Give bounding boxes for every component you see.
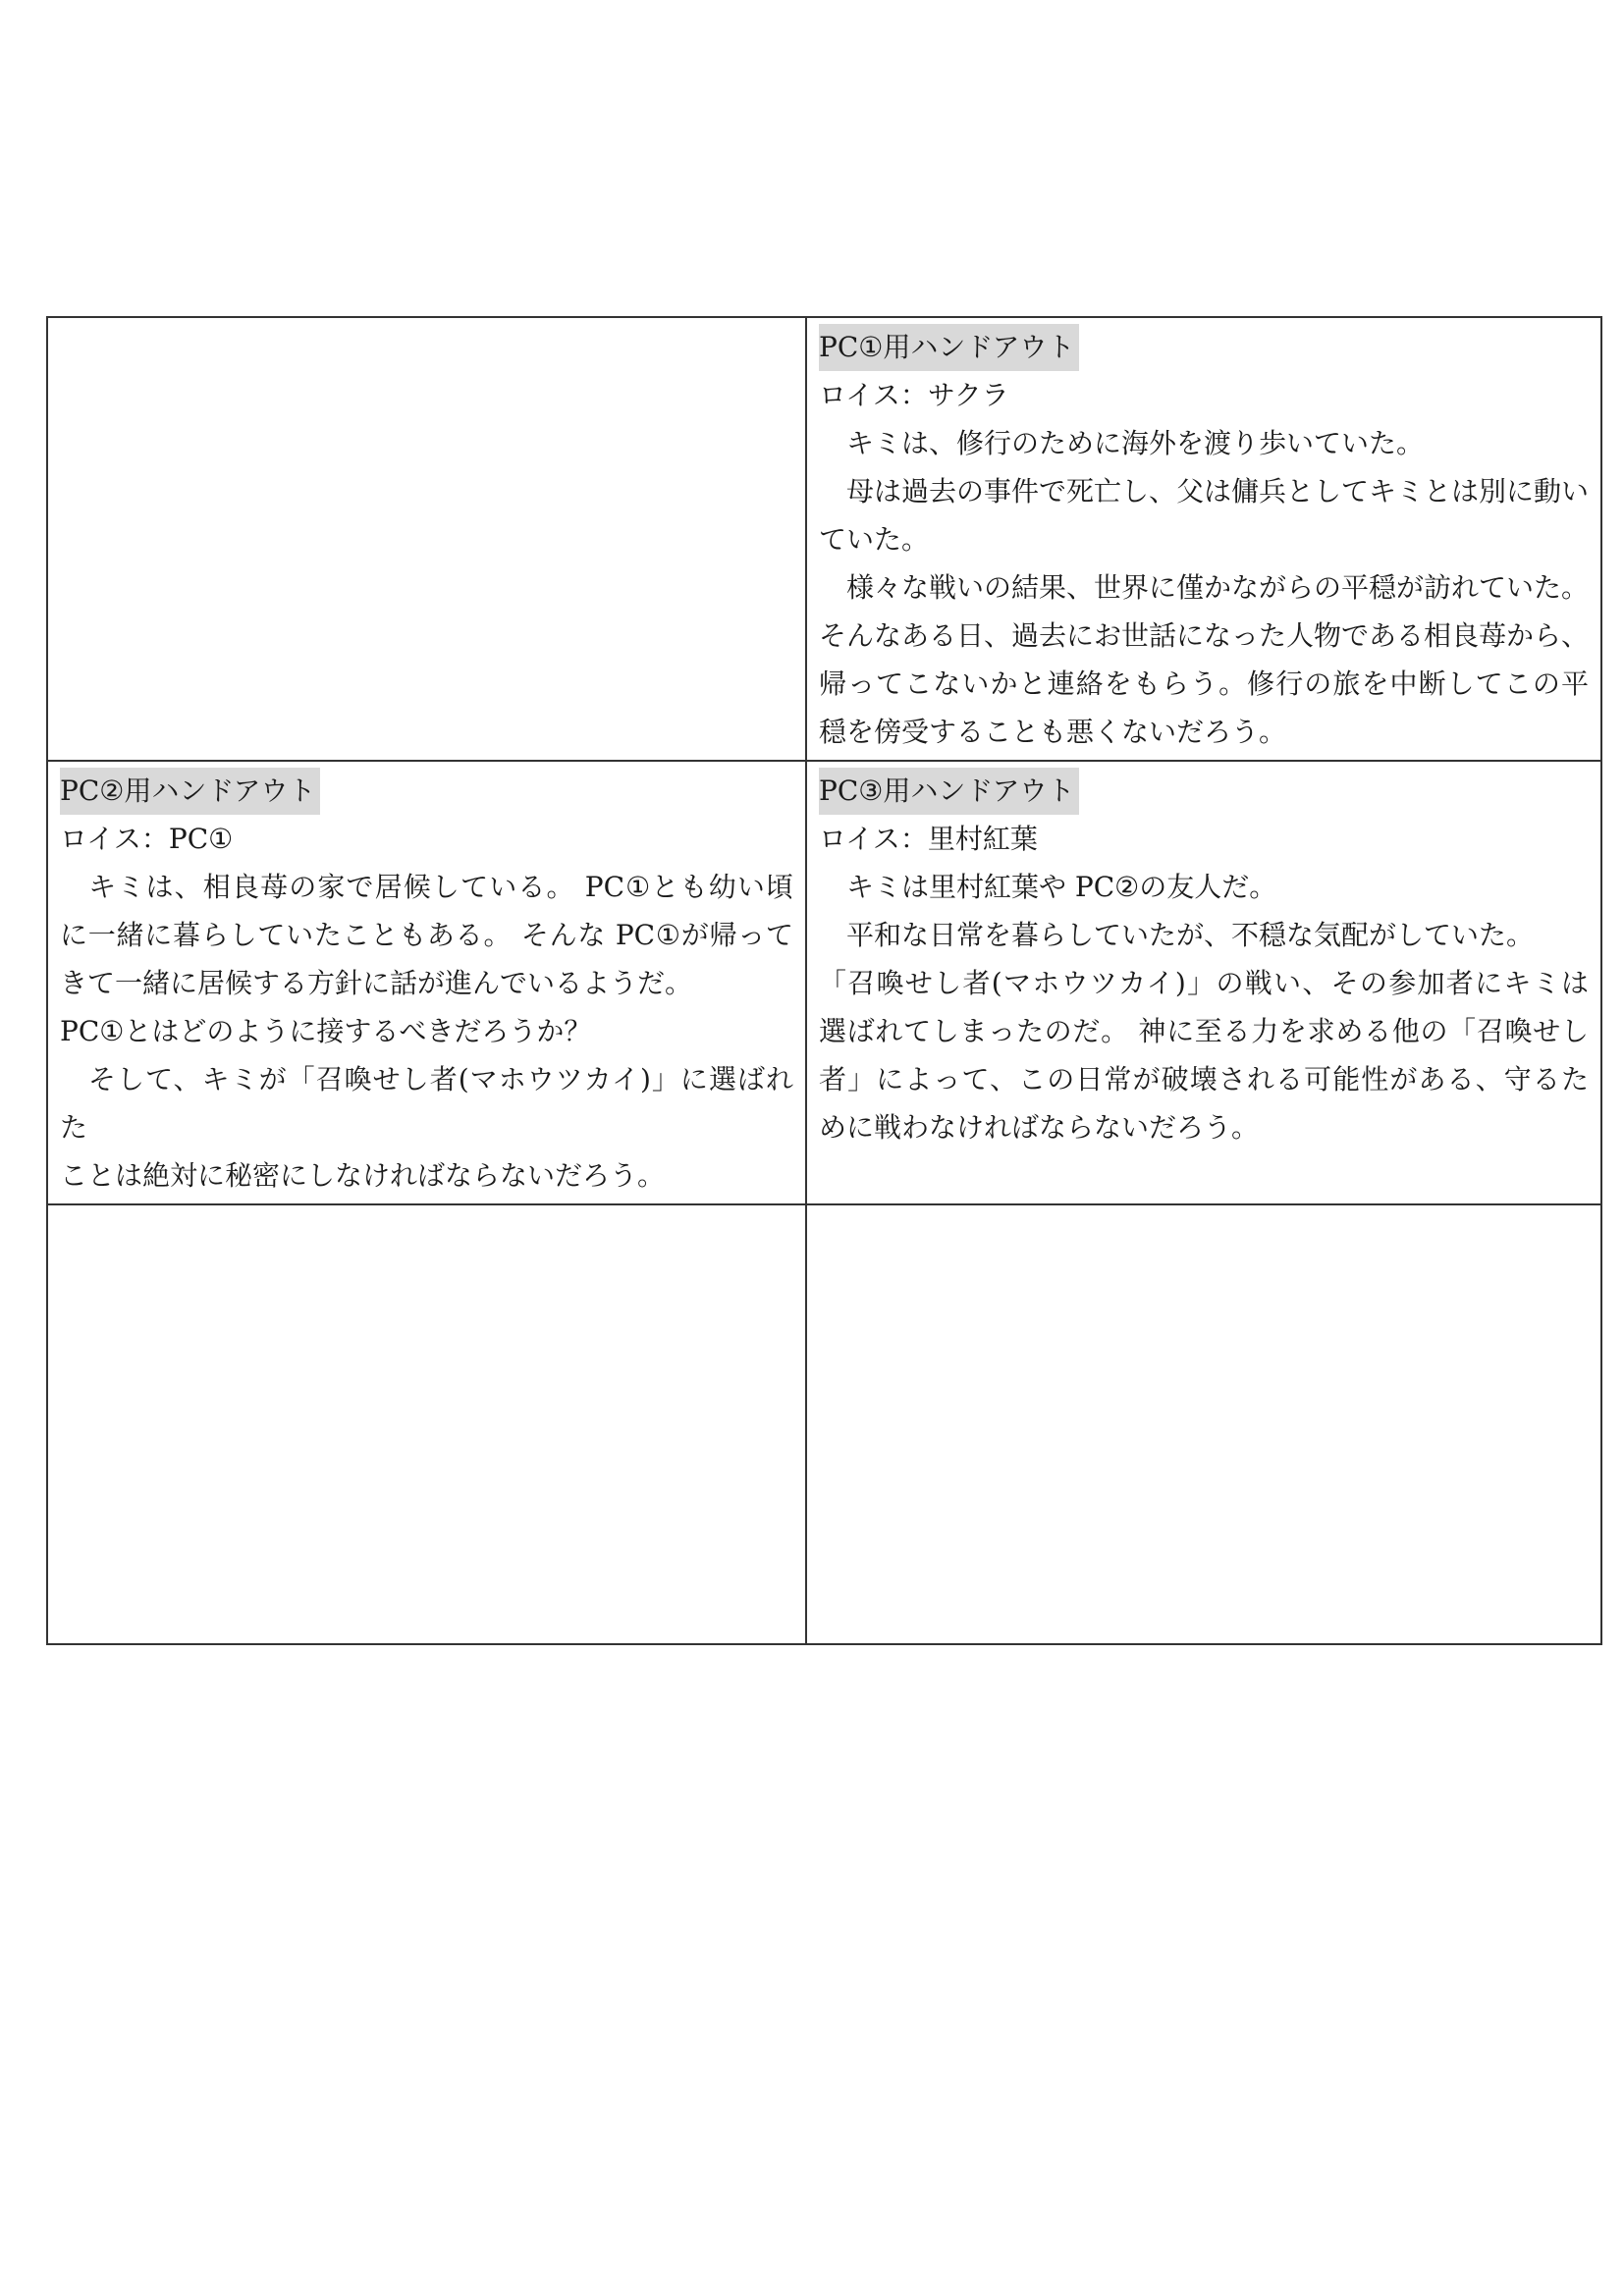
pc2-heading: PC②用ハンドアウト: [60, 768, 320, 815]
pc1-text-line: 穏を傍受することも悪くないだろう。: [819, 716, 1287, 748]
pc2-text-line: キミは、相良苺の家で居候している。 PC①とも幼い頃: [60, 871, 793, 903]
empty-cell-bottom-right: [806, 1204, 1601, 1644]
pc2-handout-cell: [47, 761, 806, 1204]
pc1-text-line: 様々な戦いの結果、世界に僅かながらの平穏が訪れていた。: [819, 571, 1590, 604]
pc2-lois: ロイス：PC①: [60, 823, 234, 855]
empty-cell-bottom-left: [47, 1204, 806, 1644]
pc3-text-line: キミは里村紅葉や PC②の友人だ。: [819, 871, 1277, 903]
pc3-text-line: 平和な日常を暮らしていたが、不穏な気配がしていた。: [819, 919, 1535, 951]
pc1-text-line: そんなある日、過去にお世話になった人物である相良苺から、: [819, 619, 1590, 652]
table-row: [47, 317, 1601, 761]
table-row: [47, 1204, 1601, 1644]
pc2-text-line: きて一緒に居候する方針に話が進んでいるようだ。: [60, 967, 693, 999]
pc3-text-line: 選ばれてしまったのだ。 神に至る力を求める他の「召喚せし: [819, 1015, 1589, 1047]
pc3-handout-cell: [806, 761, 1601, 1204]
pc1-text-line: キミは、修行のために海外を渡り歩いていた。: [819, 427, 1425, 459]
pc2-text-line: に一緒に暮らしていたこともある。 そんな PC①が帰って: [60, 919, 793, 951]
pc2-text-line: ことは絶対に秘密にしなければならないだろう。: [60, 1159, 666, 1192]
handout-table: [46, 316, 1602, 1645]
pc3-lois: ロイス：里村紅葉: [819, 823, 1038, 855]
pc1-lois: ロイス：サクラ: [819, 379, 1009, 411]
table-row: [47, 761, 1601, 1204]
pc1-text-line: ていた。: [819, 523, 930, 556]
pc3-text-line: 者」によって、この日常が破壊される可能性がある、守るた: [819, 1063, 1589, 1095]
pc1-text-line: 母は過去の事件で死亡し、父は傭兵としてキミとは別に動い: [819, 475, 1590, 507]
empty-cell-top-left: [47, 317, 806, 761]
pc3-text-line: めに戦わなければならないだろう。: [819, 1111, 1260, 1144]
pc1-heading: PC①用ハンドアウト: [819, 324, 1079, 371]
pc2-text-line: PC①とはどのように接するべきだろうか？: [60, 1015, 592, 1047]
pc3-text-line: 「召喚せし者(マホウツカイ)」の戦い、その参加者にキミは: [819, 967, 1589, 999]
pc3-heading: PC③用ハンドアウト: [819, 768, 1079, 815]
pc1-handout-cell: [806, 317, 1601, 761]
pc1-text-line: 帰ってこないかと連絡をもらう。修行の旅を中断してこの平: [819, 667, 1589, 700]
pc2-text-line: そして、キミが「召喚せし者(マホウツカイ)」に選ばれた: [60, 1063, 793, 1144]
